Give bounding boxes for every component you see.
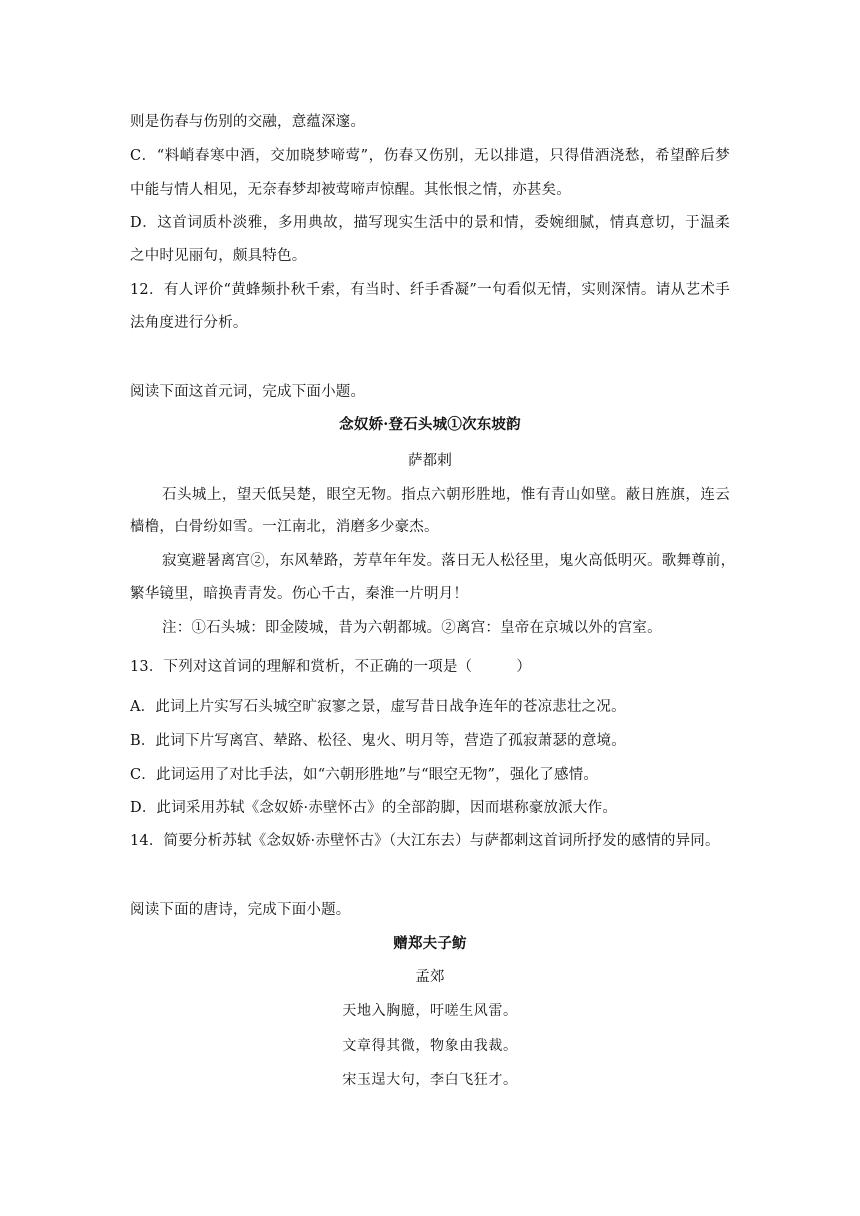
poem2-verse1-line2: 樯橹，白骨纷如雪。一江南北，消磨多少豪杰。 [130, 519, 439, 535]
poem3-line: 文章得其微，物象由我裁。 [342, 1038, 518, 1054]
q13-option-c: C．此词运用了对比手法，如“六朝形胜地”与“眼空无物”，强化了感情。 [130, 767, 599, 783]
poem2-verse1-line1: 石头城上，望天低吴楚，眼空无物。指点六朝形胜地，惟有青山如壁。蔽日旌旗，连云 [162, 487, 730, 503]
poem2-author: 萨都剌 [407, 453, 453, 469]
poem2-note: 注：①石头城：即金陵城，昔为六朝都城。②离宫：皇帝在京城以外的宫室。 [162, 620, 662, 636]
poem2-verse2-line1: 寂寞避暑离宫②，东风辇路，芳草年年发。落日无人松径里，鬼火高低明灭。歌舞尊前， [162, 553, 736, 569]
q13-option-b: B．此词下片写离宫、辇路、松径、鬼火、明月等，营造了孤寂萧瑟的意境。 [130, 733, 626, 749]
q13-option-d: D．此词采用苏轼《念奴娇·赤壁怀古》的全部韵脚，因而堪称豪放派大作。 [130, 800, 618, 816]
poem2-title: 念奴娇·登石头城①次东坡韵 [339, 416, 521, 433]
section3-intro: 阅读下面的唐诗，完成下面小题。 [130, 902, 351, 918]
q11-option-a-continuation: 则是伤春与伤别的交融，意蕴深邃。 [130, 114, 366, 130]
poem3-author: 孟郊 [415, 969, 445, 985]
poem2-verse2-line2: 繁华镜里，暗换青青发。伤心千古，秦淮一片明月！ [130, 586, 469, 602]
q11-option-d-line2: 之中时见丽句，颇具特色。 [130, 248, 307, 264]
q14-stem: 14．简要分析苏轼《念奴娇·赤壁怀古》（大江东去）与萨都剌这首词所抒发的感情的异同。 [130, 833, 720, 849]
section2-intro: 阅读下面这首元词，完成下面小题。 [130, 384, 366, 400]
q13-option-a: A．此词上片实写石头城空旷寂寥之景，虚写昔日战争连年的苍凉悲壮之况。 [130, 699, 626, 715]
q11-option-c-line2: 中能与情人相见，无奈春梦却被莺啼声惊醒。其怅恨之情，亦甚矣。 [130, 182, 571, 198]
q12-stem-line1: 12．有人评价“黄蜂频扑秋千索，有当时、纤手香凝”一句看似无情，实则深情。请从艺术手 [130, 282, 730, 298]
poem3-title: 赠郑夫子鲂 [393, 935, 467, 952]
poem3-line: 天地入胸臆，吁嗟生风雷。 [342, 1003, 518, 1019]
q11-option-c-line1: C．“料峭春寒中酒，交加晓梦啼莺”，伤春又伤别，无以排遣，只得借酒浇愁，希望醉后梦 [130, 148, 730, 164]
q13-stem: 13．下列对这首词的理解和赏析，不正确的一项是（ ） [130, 659, 532, 675]
q12-stem-line2: 法角度进行分析。 [130, 315, 248, 331]
q11-option-d-line1: D．这首词质朴淡雅，多用典故，描写现实生活中的景和情，委婉细腻，情真意切，于温柔 [130, 215, 730, 231]
poem3-line: 宋玉逞大句，李白飞狂才。 [342, 1072, 518, 1088]
